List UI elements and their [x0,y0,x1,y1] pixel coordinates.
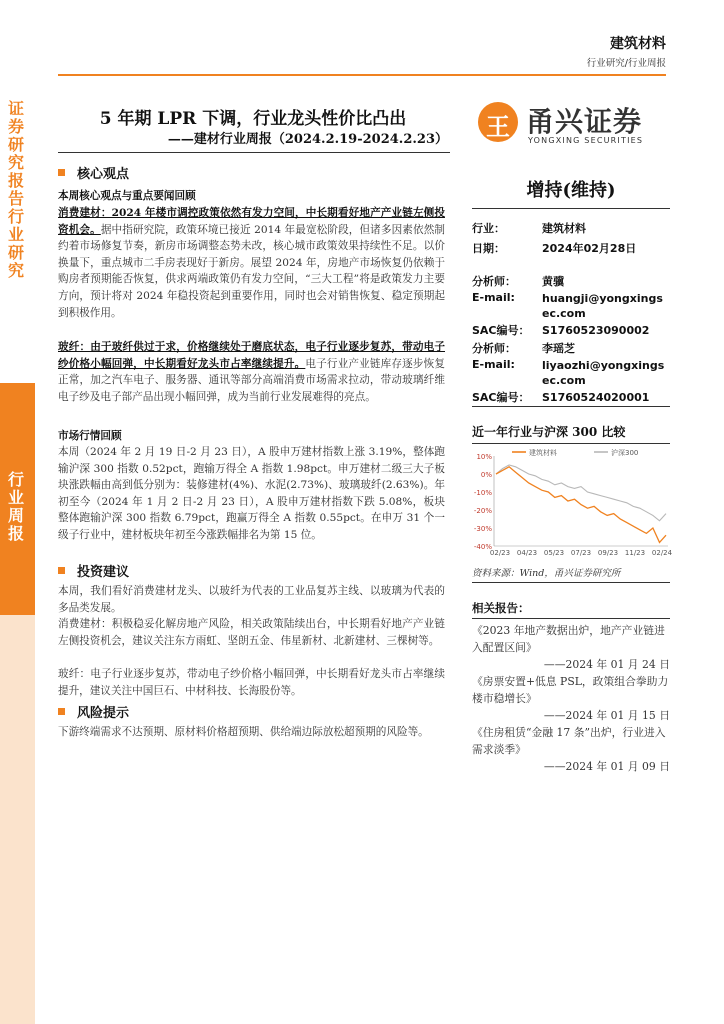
chart-y-tick-label: -20% [473,507,492,515]
chart-y-tick-label: -40% [473,543,492,551]
chart-y-tick-label: -10% [473,489,492,497]
chart-y-tick-label: -30% [473,525,492,533]
sidebar-mid-text: 行业周报 [8,470,25,543]
market-paragraph: 本周（2024 年 2 月 19 日-2 月 23 日），A 股申万建材指数上涨 3.19%，整体跑输沪深 300 指数 0.52pct，跑输万得全 A 指数 1.98pct。申万建材二级三大子板块涨跌幅由高到低分别为：装修建材(4%)、水泥(2.73%)、玻璃玻纤(2.63%)。年初至今（2024 年 1 月 2 日-2 月 23 日），A 股申万建材指数下跌 5.08%，板块整体跑输沪深 300 指数 6.79pct，跑赢万得全 A 指数 0.55pct。在申万 31 个一级子行业中，建材板块年初至今涨跌幅排名为第 15 位。 [58,446,445,541]
chart-x-tick-label: 02/23 [489,549,511,557]
sidebar-mid [0,383,35,615]
info-industry-value: 建筑材料 [542,222,586,235]
comparison-chart [472,446,673,562]
info-email-2-key: E-mail: [472,358,515,371]
invest-paragraph-3: 玻纤：电子行业逐步复苏，带动电子纱价格小幅回弹，中长期看好龙头市占率继续提升，建议关注中国巨石、中材科技、长海股份等。 [58,668,445,697]
info-date-key: 日期： [472,242,505,255]
info-analyst-2-value: 李瑶芝 [542,342,575,355]
market-heading: 市场行情回顾 [58,430,122,442]
core-subheading: 本周核心观点与重点要闻回顾 [58,190,196,202]
chart-x-tick-label: 04/23 [516,549,538,557]
info-sac-2 [472,389,649,405]
related-item-2[interactable] [472,673,670,724]
sidebar-top [0,90,35,380]
chart-y-tick-label: 0% [480,471,492,479]
related-item-3[interactable] [472,724,670,775]
sidebar-bottom [0,615,35,1024]
core-heading-text: 核心观点 [77,167,130,182]
risk-paragraph: 下游终端需求不达预期、原材料价格超预期、供给端边际放松超预期的风险等。 [58,726,429,738]
chart-x-tick-label: 05/23 [543,549,565,557]
info-email-2-value[interactable]: liyaozhi@yongxingsec.com [542,359,665,387]
chart-y-tick-label: 10% [476,453,492,461]
core-heading [58,163,129,182]
rating-divider [472,208,670,209]
square-bullet-icon [58,567,65,574]
invest-heading-text: 投资建议 [77,565,130,580]
chart-title-divider [472,443,670,444]
related-item-1-date: ——2024 年 01 月 24 日 [543,658,670,671]
risk-heading-text: 风险提示 [77,706,130,721]
info-sac-1-key: SAC编号： [472,324,530,337]
info-analyst-2 [472,340,575,356]
chart-source-divider [472,582,670,583]
risk-heading [58,702,129,721]
title-divider [58,152,450,153]
invest-heading [58,561,129,580]
info-date-value: 2024年02月28日 [542,242,637,255]
info-industry-key: 行业： [472,222,505,235]
info-analyst-2-key: 分析师： [472,342,516,355]
chart-x-tick-label: 09/23 [597,549,619,557]
logo-mark-icon [478,102,518,142]
invest-paragraph-1: 本周，我们看好消费建材龙头、以玻纤为代表的工业品复苏主线、以玻璃为代表的多品类发展。 [58,585,445,614]
related-divider [472,618,670,619]
related-title: 相关报告： [472,601,530,615]
logo-name-en: YONGXING SECURITIES [528,136,644,145]
related-item-2-date: ——2024 年 01 月 15 日 [543,709,670,722]
square-bullet-icon [58,708,65,715]
chart-x-tick-label: 07/23 [570,549,592,557]
invest-paragraph-2: 消费建材：积极稳妥化解房地产风险，相关政策陆续出台，中长期看好地产产业链左侧投资机会，建议关注东方雨虹、坚朗五金、伟星新材、北新建材、三棵树等。 [58,618,445,647]
info-email-1-value[interactable]: huangji@yongxingsec.com [542,292,663,320]
chart-x-tick-label: 02/24 [651,549,673,557]
chart-series-industry-line [496,467,666,543]
related-item-2-text[interactable]: 《房票安置+低息 PSL，政策组合拳助力楼市稳增长》 [472,675,669,705]
info-date [472,240,636,256]
related-item-1-text[interactable]: 《2023 年地产数据出炉，地产产业链进入配置区间》 [472,624,665,654]
info-analyst-1-value: 黄骥 [542,275,564,288]
chart-source: 资料来源：Wind，甬兴证券研究所 [472,568,621,579]
square-bullet-icon [58,169,65,176]
chart-x-tick-label: 11/23 [624,549,646,557]
header-category: 建筑材料 [610,36,666,52]
info-email-1-key: E-mail: [472,291,515,304]
header-subcategory: 行业研究/行业周报 [586,58,666,69]
core-paragraph-1 [58,205,445,321]
related-item-1[interactable] [472,622,670,673]
logo-mark-glyph: 王 [486,113,510,141]
core-p2-body: 电子行业产业链库存逐步恢复正常，加之汽车电子、服务器、通讯等部分高端消费市场需求拉动，带动玻璃纤维电子纱及电子部产品出现小幅回弹，成为当前行业发展难得的亮点。 [58,357,446,403]
core-paragraph-2 [58,339,445,405]
chart-legend-label: 沪深300 [611,449,639,457]
rating: 增持(维持) [526,180,616,201]
info-industry [472,220,586,236]
company-logo [472,98,672,154]
chart-series-hs300-line [496,465,666,521]
chart-svg [472,446,673,562]
header-divider [58,74,666,76]
chart-legend-label: 建筑材料 [529,449,557,457]
related-item-3-text[interactable]: 《住房租赁“金融 17 条”出炉，行业进入需求淡季》 [472,726,666,756]
info-sac-2-key: SAC编号： [472,391,530,404]
info-divider [472,406,670,407]
info-email-1 [472,291,670,323]
info-sac-2-value: S1760524020001 [542,391,650,404]
report-subtitle: ——建材行业周报（2024.2.19-2024.2.23） [167,132,448,147]
info-sac-1 [472,322,649,338]
info-analyst-1-key: 分析师： [472,275,516,288]
core-p1-body: 据中指研究院，政策环境已接近 2014 年最宽松阶段，但诸多因素依然制约着市场修复节奏，新房市场调整态势未改，核心城市政策效果持续性不足。以价换量下，重点城市二手房表现好于新房。展望 2024 年，房地产市场恢复仍依赖于购房者预期能否恢复，供求两端政策仍有发力空间，“三大工程”将是政策发力主要方向，预计将对 2024 年稳投资起到重要作用，同时也会对销售恢复、稳定预期起到积极作用。 [58,223,445,319]
related-item-3-date: ——2024 年 01 月 09 日 [543,760,670,773]
sidebar-top-text: 证券研究报告 行业研究 [8,99,25,280]
core-p2-lead: 玻纤：由于玻纤供过于求，价格继续处于磨底状态，电子行业逐步复苏，带动电子纱价格小幅回弹，中长期看好龙头市占率继续提升。 [58,341,445,370]
info-sac-1-value: S1760523090002 [542,324,650,337]
core-p1-lead: 消费建材：2024 年楼市调控政策依然有发力空间，中长期看好地产产业链左侧投资机会。 [58,207,445,236]
info-analyst-1 [472,273,564,289]
sidebar [0,0,35,1024]
report-title: 5 年期 LPR 下调，行业龙头性价比凸出 [99,109,407,129]
info-email-2 [472,358,670,390]
chart-title: 近一年行业与沪深 300 比较 [472,425,626,439]
logo-name-cn: 甬兴证券 [526,105,643,138]
